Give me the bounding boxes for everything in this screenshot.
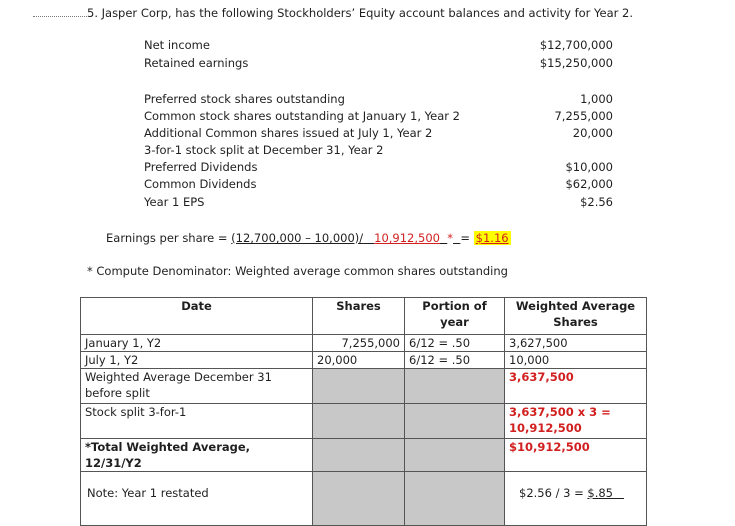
cell-date: Weighted Average December 31 before split: [81, 369, 313, 404]
balance-value-net-income: $12,700,000: [539, 38, 613, 52]
eps-equals: =: [460, 231, 470, 245]
cell-date: Stock split 3-for-1: [81, 404, 313, 439]
eps-result: $1.16: [475, 231, 509, 245]
cell-shares-blank: [313, 404, 405, 439]
cell-weighted: [505, 472, 647, 526]
balance-label-retained-earnings: Retained earnings: [144, 56, 249, 70]
cell-shares-blank: [313, 472, 405, 526]
activity-label: Additional Common shares issued at July 1, Year 2: [144, 126, 433, 140]
table-row: [81, 472, 647, 526]
col-header-weighted: Weighted Average Shares: [505, 298, 647, 335]
cell-portion-blank: [405, 369, 505, 404]
cell-shares: 7,255,000: [313, 335, 405, 352]
cell-weighted: 10,000: [505, 352, 647, 369]
col-header-shares: Shares: [313, 298, 405, 335]
cell-weighted: $10,912,500: [505, 439, 647, 472]
table-row: [81, 352, 647, 369]
col-header-date: Date: [81, 298, 313, 335]
balance-value-retained-earnings: $15,250,000: [539, 56, 613, 70]
cell-date: *Total Weighted Average, 12/31/Y2: [81, 439, 313, 472]
cell-date: July 1, Y2: [81, 352, 313, 369]
activity-label: Year 1 EPS: [144, 195, 205, 209]
activity-label: Common Dividends: [144, 177, 257, 191]
activity-label: 3-for-1 stock split at December 31, Year 2: [144, 143, 384, 157]
activity-label: Preferred stock shares outstanding: [144, 92, 345, 106]
activity-value: 20,000: [572, 126, 613, 140]
cell-weighted: 3,637,500: [505, 369, 647, 404]
cell-shares: 20,000: [313, 352, 405, 369]
cell-weighted: 3,637,500 x 3 = 10,912,500: [505, 404, 647, 439]
activity-value: $2.56: [580, 195, 613, 209]
activity-value: 1,000: [580, 92, 613, 106]
table-row: [81, 439, 647, 472]
activity-value: 7,255,000: [554, 109, 613, 123]
cell-portion-blank: [405, 439, 505, 472]
eps-numerator: (12,700,000 – 10,000)/: [231, 231, 364, 245]
table-header-row: [81, 298, 647, 335]
cell-weighted: 3,627,500: [505, 335, 647, 352]
eps-star: *: [447, 231, 454, 245]
balance-label-net-income: Net income: [144, 38, 210, 52]
weighted-average-table: [80, 297, 647, 526]
activity-label: Common stock shares outstanding at January 1, Year 2: [144, 109, 460, 123]
restated-answer: $.85: [587, 486, 613, 500]
cell-shares-blank: [313, 369, 405, 404]
activity-value: $10,000: [565, 160, 613, 174]
blank-dots: [33, 16, 87, 17]
table-row: [81, 335, 647, 352]
cell-date: January 1, Y2: [81, 335, 313, 352]
cell-portion-blank: [405, 472, 505, 526]
table-row: [81, 404, 647, 439]
restated-formula: $2.56 / 3 =: [519, 486, 588, 500]
cell-date: Note: Year 1 restated: [81, 472, 313, 526]
question-text: 5. Jasper Corp, has the following Stockholders’ Equity account balances and activity for Year 2.: [33, 6, 633, 20]
footnote: * Compute Denominator: Weighted average common shares outstanding: [87, 264, 508, 278]
cell-portion: 6/12 = .50: [405, 352, 505, 369]
eps-prefix: Earnings per share =: [106, 231, 232, 245]
cell-shares-blank: [313, 439, 405, 472]
table-row: [81, 369, 647, 404]
cell-portion: 6/12 = .50: [405, 335, 505, 352]
eps-denominator: 10,912,500: [374, 231, 440, 245]
cell-portion-blank: [405, 404, 505, 439]
activity-value: $62,000: [565, 177, 613, 191]
eps-formula: [106, 231, 511, 245]
activity-label: Preferred Dividends: [144, 160, 258, 174]
col-header-portion: Portion of year: [405, 298, 505, 335]
